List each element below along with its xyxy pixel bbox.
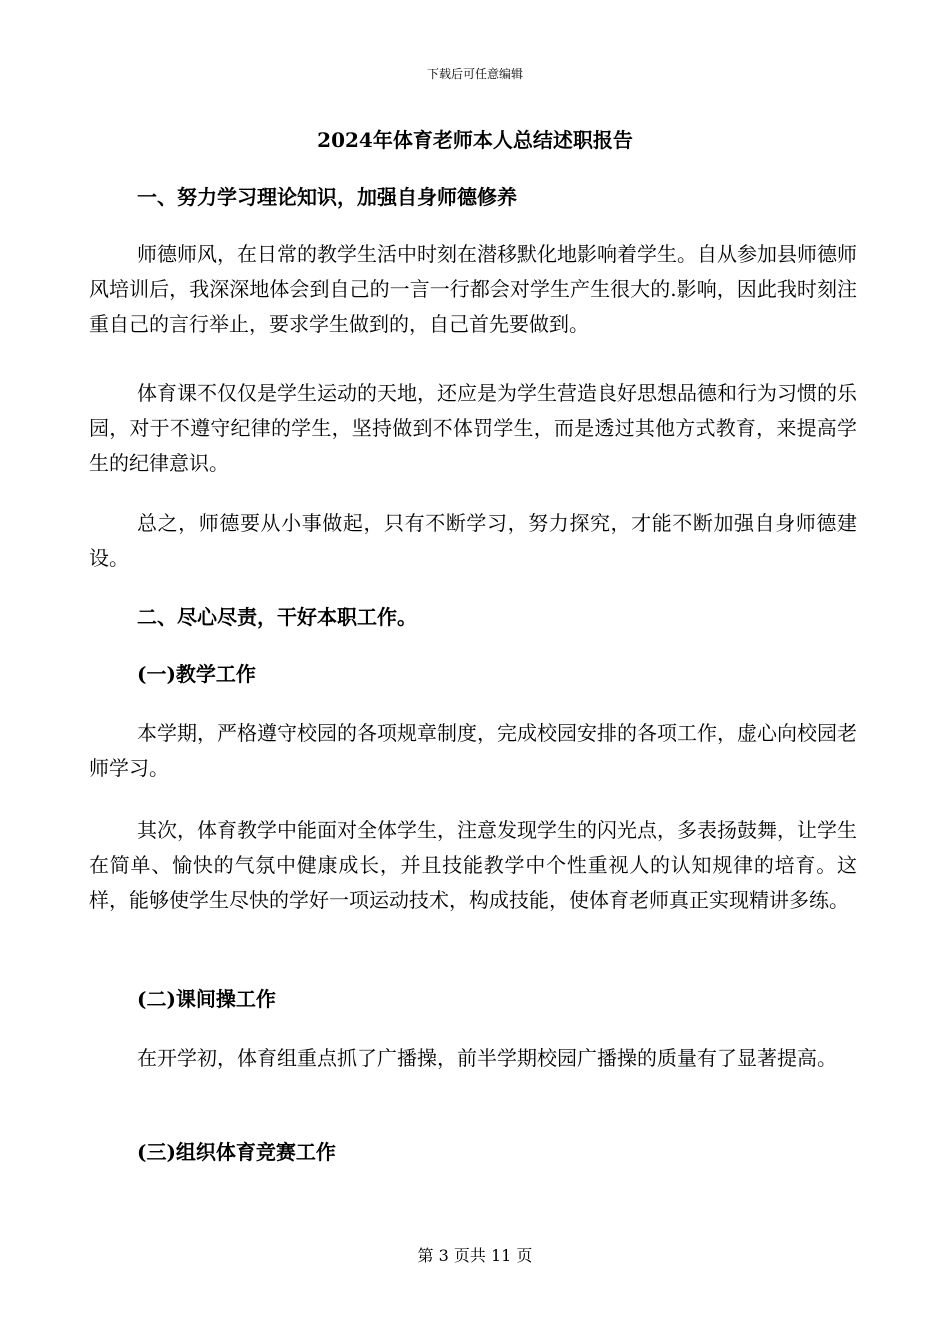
paragraph-4: 本学期，严格遵守校园的各项规章制度，完成校园安排的各项工作，虚心向校园老师学习。 [89,721,857,780]
subsection-heading-1: (一)教学工作 [137,662,256,686]
paragraph-2: 体育课不仅仅是学生运动的天地，还应是为学生营造良好思想品德和行为习惯的乐园，对于不遵守纪律的学生，坚持做到不体罚学生，而是透过其他方式教育，来提高学生的纪律意识。 [89,381,857,475]
subsection-heading-3: (三)组织体育竞赛工作 [137,1140,336,1164]
section-heading-2: 二、尽心尽责，干好本职工作。 [137,605,417,629]
paragraph-6: 在开学初，体育组重点抓了广播操，前半学期校园广播操的质量有了显著提高。 [137,1046,837,1070]
page-number-footer: 第 3 页共 11 页 [417,1246,533,1265]
paragraph-5: 其次，体育教学中能面对全体学生，注意发现学生的闪光点，多表扬鼓舞，让学生在简单、愉快的气氛中健康成长，并且技能教学中个性重视人的认知规律的培育。这样，能够使学生尽快的学好一项运动技术，构成技能，使体育老师真正实现精讲多练。 [89,818,857,912]
document-title: 2024年体育老师本人总结述职报告 [317,128,633,152]
section-heading-1: 一、努力学习理论知识，加强自身师德修养 [137,185,517,209]
header-note: 下载后可任意编辑 [426,67,523,81]
paragraph-1: 师德师风，在日常的教学生活中时刻在潜移默化地影响着学生。自从参加县师德师风培训后，我深深地体会到自己的一言一行都会对学生产生很大的.影响，因此我时刻注重自己的言行举止，要求学生做到的，自己首先要做到。 [89,242,857,336]
subsection-heading-2: (二)课间操工作 [137,987,276,1011]
paragraph-3: 总之，师德要从小事做起，只有不断学习，努力探究，才能不断加强自身师德建设。 [89,511,857,570]
